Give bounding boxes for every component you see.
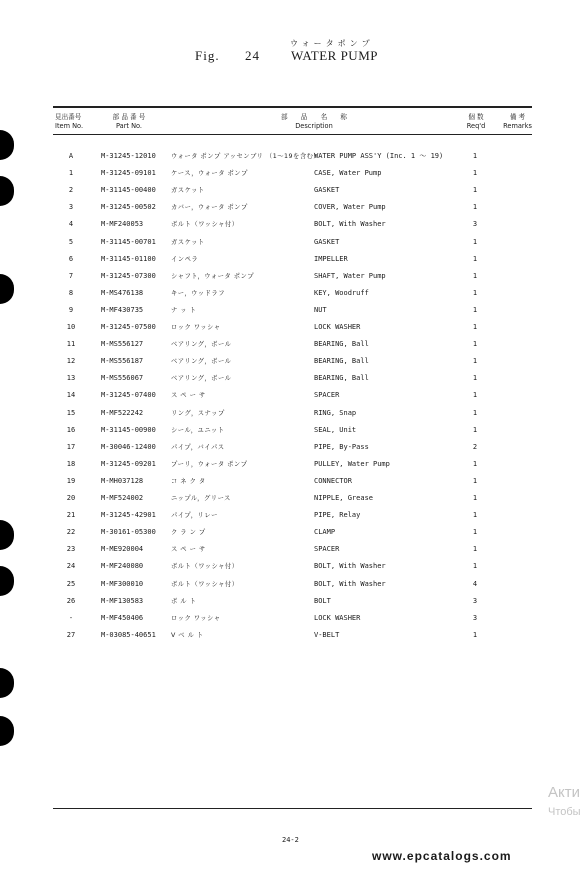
quantity: 1 <box>472 203 478 212</box>
table-row <box>0 473 585 490</box>
item-number: 5 <box>68 237 74 246</box>
item-number: A <box>68 152 74 160</box>
table-row <box>0 387 585 404</box>
description-jp: ベアリング，ボール <box>171 375 232 383</box>
table-row <box>0 302 585 319</box>
header-bottom-rule <box>53 134 532 135</box>
description-jp: ニップル，グリース <box>171 495 231 502</box>
description: PULLEY, Water Pump <box>314 459 390 468</box>
quantity: 1 <box>472 511 478 520</box>
quantity: 1 <box>472 305 478 314</box>
table-row <box>0 234 585 251</box>
part-number: M-ME920004 <box>101 545 144 554</box>
description: PIPE, By-Pass <box>314 442 369 451</box>
quantity: 1 <box>472 271 478 280</box>
header-top-rule <box>53 106 532 108</box>
part-number: M-MF240080 <box>101 562 144 571</box>
table-row <box>0 336 585 353</box>
quantity: 1 <box>472 476 478 485</box>
description: BOLT, With Washer <box>314 220 386 229</box>
description: CASE, Water Pump <box>314 169 382 178</box>
item-number: 18 <box>66 459 76 468</box>
part-number: M-MF240053 <box>101 220 144 229</box>
page-title-japanese: ウォータポンプ <box>290 39 374 48</box>
column-header-description <box>260 113 368 131</box>
description-jp: ケース，ウォータ ポンプ <box>171 170 248 178</box>
item-number: 13 <box>66 374 76 383</box>
item-number: 16 <box>66 425 76 434</box>
table-row <box>0 199 585 216</box>
quantity: 1 <box>472 528 478 537</box>
description-jp: パイプ，バイパス <box>171 443 225 451</box>
table-row <box>0 610 585 627</box>
quantity: 1 <box>472 288 478 297</box>
quantity: 1 <box>472 374 478 383</box>
description-jp: ス ペ ー サ <box>171 392 206 400</box>
table-row <box>0 627 585 644</box>
part-no-label: Part No. <box>115 122 143 130</box>
activation-watermark-subtext: Чтобы <box>548 806 581 818</box>
part-number: M-31245-42901 <box>101 511 156 520</box>
quantity: 1 <box>472 152 478 160</box>
description: CONNECTOR <box>314 476 352 485</box>
column-header-item <box>55 113 83 131</box>
quantity: 2 <box>472 442 478 451</box>
part-number: M-MS556067 <box>101 374 144 383</box>
description: GASKET <box>314 237 340 246</box>
description: LOCK WASHER <box>314 613 361 622</box>
item-number: 4 <box>68 220 74 229</box>
description-jp: ボルト（ワッシャ付） <box>171 563 239 571</box>
description-jp: ロック ワッシャ <box>171 614 221 622</box>
description: BOLT, With Washer <box>314 562 386 571</box>
quantity: 3 <box>472 596 478 605</box>
description: RING, Snap <box>314 408 357 417</box>
description-jp: シール，ユニット <box>171 426 225 434</box>
item-number: 23 <box>66 545 76 554</box>
qty-label: Req'd <box>466 122 486 130</box>
item-number: 25 <box>66 579 76 588</box>
quantity: 1 <box>472 237 478 246</box>
description-jp: ナ ッ ト <box>171 306 197 314</box>
part-number: M-MF450406 <box>101 613 144 622</box>
description-jp: ベアリング，ボール <box>171 358 232 366</box>
description: WATER PUMP ASS'Y (Inc. 1 ～ 19) <box>314 152 444 160</box>
description: BEARING, Ball <box>314 374 369 383</box>
description: NUT <box>314 305 327 314</box>
remarks-label-jp: 備 考 <box>509 113 526 121</box>
quantity: 1 <box>472 425 478 434</box>
description: SPACER <box>314 391 340 400</box>
description-label-jp: 部 品 名 称 <box>281 113 347 121</box>
item-number: 22 <box>66 528 76 537</box>
part-number: M-31245-09201 <box>101 459 156 468</box>
table-row <box>0 319 585 336</box>
description-jp: コ ネ ク タ <box>171 477 206 485</box>
description-jp: ガスケット <box>171 238 205 246</box>
description-jp: パイプ，リレー <box>171 512 218 520</box>
quantity: 1 <box>472 323 478 331</box>
part-number: M-31245-07500 <box>101 323 156 331</box>
item-number: 1 <box>68 169 74 178</box>
item-no-label-jp: 見出番号 <box>55 113 82 121</box>
quantity: 1 <box>472 186 478 195</box>
activation-watermark: Акти <box>548 784 580 801</box>
description: SEAL, Unit <box>314 425 357 434</box>
description: COVER, Water Pump <box>314 203 386 212</box>
item-number: 14 <box>66 391 76 400</box>
description: V-BELT <box>314 630 340 639</box>
part-number: M-31145-00701 <box>101 237 156 246</box>
table-row <box>0 353 585 370</box>
description-jp: V ベ ル ト <box>171 631 204 639</box>
quantity: 1 <box>472 545 478 554</box>
quantity: 3 <box>472 613 478 622</box>
item-number: 10 <box>66 323 76 331</box>
table-row <box>0 507 585 524</box>
description: BEARING, Ball <box>314 340 369 349</box>
description-label: Description <box>295 122 333 130</box>
quantity: 1 <box>472 408 478 417</box>
table-row <box>0 439 585 456</box>
item-number: 19 <box>66 476 76 485</box>
part-number: M-31245-12010 <box>101 152 156 160</box>
description-jp: ボルト（ワッシャ付） <box>171 221 239 229</box>
description: KEY, Woodruff <box>314 288 369 297</box>
item-number: 20 <box>66 494 76 502</box>
description-jp: リング，スナップ <box>171 409 225 417</box>
quantity: 1 <box>472 254 478 263</box>
description: SHAFT, Water Pump <box>314 271 386 280</box>
description-jp: キー，ウッドラフ <box>171 289 225 297</box>
part-number: M-31245-00502 <box>101 203 156 212</box>
item-number: 24 <box>66 562 76 571</box>
table-row <box>0 576 585 593</box>
description-jp: カバー，ウォータ ポンプ <box>171 204 248 212</box>
part-no-label-jp: 部 品 番 号 <box>112 113 146 121</box>
part-number: M-31145-00400 <box>101 186 156 195</box>
quantity: 1 <box>472 391 478 400</box>
part-number: M-MS556127 <box>101 340 144 349</box>
description-jp: ボ ル ト <box>171 597 197 605</box>
table-row <box>0 422 585 439</box>
description: IMPELLER <box>314 254 348 263</box>
item-no-label: Item No. <box>55 122 84 130</box>
fig-word: Fig. <box>195 48 220 63</box>
item-number: 9 <box>68 305 74 314</box>
page-number: 24-2 <box>282 836 299 844</box>
quantity: 4 <box>472 579 478 588</box>
item-number: 12 <box>66 357 76 366</box>
part-number: M-30046-12400 <box>101 442 156 451</box>
table-row <box>0 524 585 541</box>
table-row <box>0 216 585 233</box>
item-number: 26 <box>66 596 76 605</box>
quantity: 1 <box>472 562 478 571</box>
quantity: 1 <box>472 494 478 502</box>
item-number: 15 <box>66 408 76 417</box>
description: LOCK WASHER <box>314 323 361 331</box>
punch-hole <box>0 668 14 698</box>
part-number: M-MF430735 <box>101 305 144 314</box>
description-jp: ボルト（ワッシャ付） <box>171 580 239 588</box>
table-row <box>0 405 585 422</box>
quantity: 1 <box>472 340 478 349</box>
item-number: 8 <box>68 288 74 297</box>
part-number: M-31145-01100 <box>101 254 156 263</box>
part-number: M-MS556187 <box>101 357 144 366</box>
description-jp: ベアリング，ボール <box>171 341 232 349</box>
qty-label-jp: 個 数 <box>468 113 484 121</box>
quantity: 1 <box>472 357 478 366</box>
part-number: M-31245-09101 <box>101 169 156 178</box>
part-number: M-31245-07400 <box>101 391 156 400</box>
part-number: M-MS476138 <box>101 288 144 297</box>
part-number: M-31145-00900 <box>101 425 156 434</box>
description: PIPE, Relay <box>314 511 361 520</box>
item-number: - <box>68 613 74 622</box>
table-row <box>0 490 585 507</box>
column-header-part <box>107 113 151 131</box>
table-row <box>0 251 585 268</box>
column-header-qty <box>464 113 488 131</box>
part-number: M-30161-05300 <box>101 528 156 537</box>
table-row <box>0 268 585 285</box>
description-jp: プーリ，ウォータ ポンプ <box>171 460 248 468</box>
description-jp: ウォータ ポンプ アッセンブリ （1～19を含む） <box>171 153 321 160</box>
description: BOLT <box>314 596 331 605</box>
description-jp: ロック ワッシャ <box>171 324 221 331</box>
description-jp: インペラ <box>171 255 199 263</box>
item-number: 17 <box>66 442 76 451</box>
table-row <box>0 148 585 165</box>
description: GASKET <box>314 186 340 195</box>
part-number: M-31245-07300 <box>101 271 156 280</box>
punch-hole <box>0 716 14 746</box>
part-number: M-MH037128 <box>101 476 144 485</box>
description-jp: ク ラ ン プ <box>171 529 206 537</box>
item-number: 21 <box>66 511 76 520</box>
table-row <box>0 285 585 302</box>
footer-rule <box>53 808 532 809</box>
fig-number: 24 <box>245 48 260 63</box>
quantity: 1 <box>472 169 478 178</box>
description: NIPPLE, Grease <box>314 494 374 502</box>
quantity: 1 <box>472 630 478 639</box>
table-row <box>0 370 585 387</box>
description: SPACER <box>314 545 340 554</box>
site-watermark: www.epcatalogs.com <box>372 849 512 863</box>
item-number: 6 <box>68 254 74 263</box>
item-number: 7 <box>68 271 74 280</box>
description: BEARING, Ball <box>314 357 369 366</box>
part-number: M-03085-40651 <box>101 630 156 639</box>
description-jp: ガスケット <box>171 187 205 195</box>
column-header-remarks <box>501 113 534 131</box>
table-row <box>0 593 585 610</box>
remarks-label: Remarks <box>503 122 532 130</box>
part-number: M-MF130583 <box>101 596 144 605</box>
page-title: WATER PUMP <box>291 48 378 63</box>
table-row <box>0 456 585 473</box>
table-row <box>0 541 585 558</box>
table-row <box>0 182 585 199</box>
part-number: M-MF300010 <box>101 579 144 588</box>
item-number: 11 <box>66 340 76 349</box>
part-number: M-MF522242 <box>101 408 144 417</box>
item-number: 2 <box>68 186 74 195</box>
description-jp: シャフト，ウォータ ポンプ <box>171 272 255 280</box>
description: CLAMP <box>314 528 336 537</box>
part-number: M-MF524002 <box>101 494 144 502</box>
quantity: 1 <box>472 459 478 468</box>
table-row <box>0 558 585 575</box>
description: BOLT, With Washer <box>314 579 386 588</box>
item-number: 3 <box>68 203 74 212</box>
description-jp: ス ペ ー サ <box>171 546 206 554</box>
item-number: 27 <box>66 630 76 639</box>
table-row <box>0 165 585 182</box>
quantity: 3 <box>472 220 478 229</box>
